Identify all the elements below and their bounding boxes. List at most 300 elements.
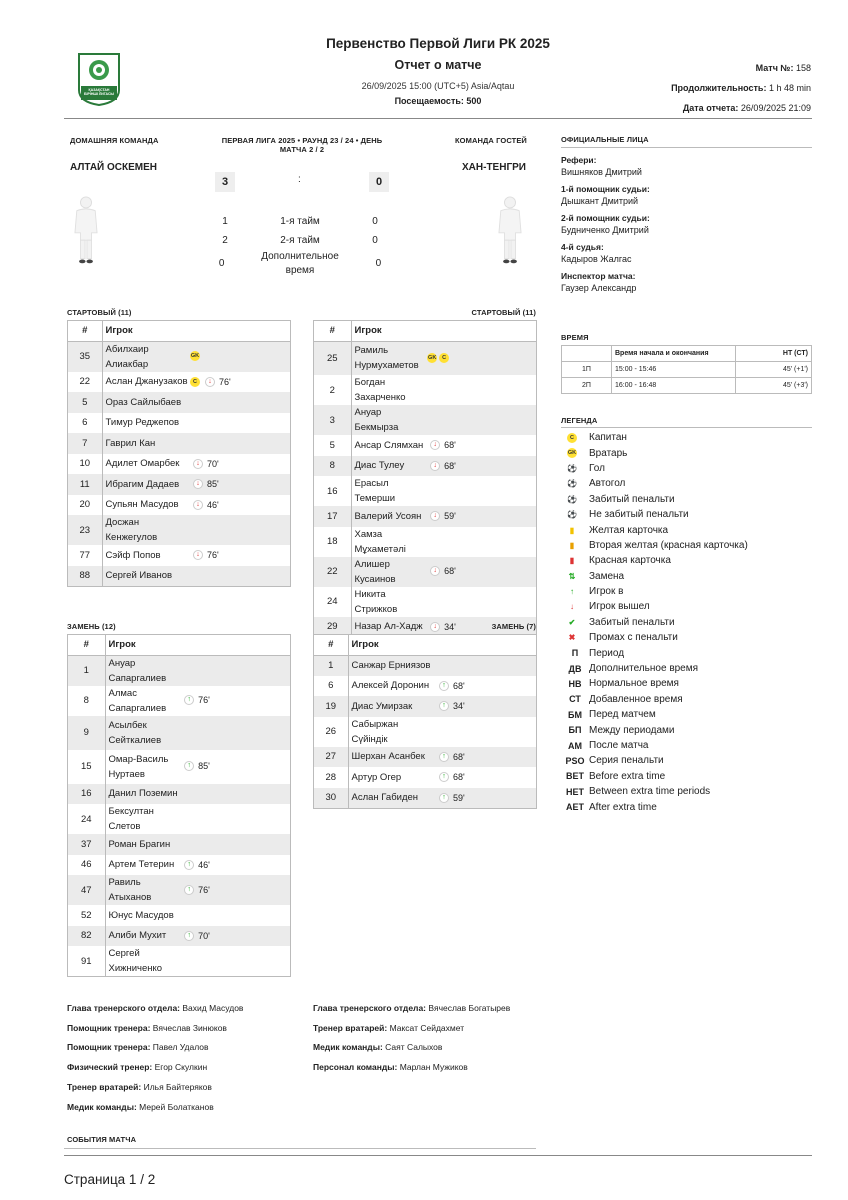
player-icons xyxy=(190,372,290,393)
player-number: 1 xyxy=(314,655,348,676)
player-number: 24 xyxy=(68,804,105,834)
page-number: Страница 1 / 2 xyxy=(64,1172,156,1187)
staff-row xyxy=(313,1038,510,1058)
staff-role: Медик команды: xyxy=(313,1042,383,1053)
legend-label: Период xyxy=(589,647,625,659)
legend-item xyxy=(561,645,812,660)
home-score: 3 xyxy=(215,172,235,192)
player-name: Данил Поземин xyxy=(105,784,181,805)
player-number: 88 xyxy=(68,566,102,587)
sub-minute: 46' xyxy=(207,499,219,510)
home-start-table xyxy=(68,321,290,586)
legend-abbr-icon: АМ xyxy=(568,740,582,751)
staff-role: Глава тренерского отдела: xyxy=(67,1003,181,1013)
away-subs-frame xyxy=(313,634,537,809)
player-icons xyxy=(181,686,290,716)
player-name: Шерхан Асанбек xyxy=(348,747,436,768)
time-title: ВРЕМЯ xyxy=(561,333,589,342)
sub-minute: 68' xyxy=(453,751,465,762)
table-row xyxy=(314,696,536,717)
legend-title: ЛЕГЕНДА xyxy=(561,416,598,425)
staff-row xyxy=(67,1098,243,1118)
legend-label: Серия пенальти xyxy=(589,755,664,767)
period-label: Дополнительное время xyxy=(261,251,339,276)
legend-item xyxy=(561,769,812,784)
player-icons xyxy=(190,433,290,454)
staff-name: Мерей Болатканов xyxy=(139,1101,214,1112)
legend-item xyxy=(561,430,812,445)
player-name: Сабыржан Сүйіндік xyxy=(351,718,399,745)
player-name: Адилет Омарбек xyxy=(105,458,180,470)
staff-name: Илья Байтеряков xyxy=(143,1081,212,1092)
legend-divider xyxy=(561,427,812,428)
legend-item xyxy=(561,461,812,476)
legend-penmiss-icon: ⚽ xyxy=(567,510,577,520)
period-away: 0 xyxy=(375,258,382,269)
player-number: 22 xyxy=(314,557,351,587)
sub-minute: 68' xyxy=(444,440,456,451)
legend-item xyxy=(561,692,812,707)
time-table xyxy=(561,345,812,394)
legend-red-icon: ▮ xyxy=(569,556,575,566)
away-kit-icon xyxy=(496,196,524,266)
legend-abbr-icon: СТ xyxy=(569,694,581,705)
time-period: 1П xyxy=(562,362,612,378)
sub-minute: 34' xyxy=(444,621,456,632)
player-icons xyxy=(181,905,290,926)
legend-pen-icon: ⚽ xyxy=(567,494,577,504)
player-number: 25 xyxy=(314,341,351,375)
table-header xyxy=(68,321,290,341)
legend-label: Добавленное время xyxy=(589,693,683,705)
table-row xyxy=(314,435,536,456)
legend-item xyxy=(561,599,812,614)
player-icons xyxy=(436,767,536,788)
table-row xyxy=(68,566,290,587)
player-number: 77 xyxy=(68,545,102,566)
period-away: 0 xyxy=(372,234,378,246)
player-number: 8 xyxy=(68,686,105,716)
legend-badge: C xyxy=(567,433,577,443)
player-icons xyxy=(181,750,290,784)
player-out-icon: ↓ xyxy=(193,500,203,510)
player-number: 11 xyxy=(68,474,102,495)
report-date-value: 26/09/2025 21:09 xyxy=(740,103,811,113)
player-number: 2 xyxy=(314,375,351,405)
time-row xyxy=(562,362,812,378)
player-out-icon: ↓ xyxy=(430,461,440,471)
player-number: 22 xyxy=(68,372,102,393)
legend-label: После матча xyxy=(589,740,649,751)
legend-abbr-icon: PSO xyxy=(565,755,585,766)
player-name: Валерий Усоян xyxy=(351,506,427,527)
player-icons xyxy=(436,696,536,717)
player-name: Бексултан Слетов xyxy=(108,806,154,832)
away-team-label: КОМАНДА ГОСТЕЙ xyxy=(455,136,527,145)
player-name: Равиль Атыханов xyxy=(105,875,181,905)
legend-abbr-icon: AET xyxy=(566,802,584,813)
legend-label: Дополнительное время xyxy=(589,663,699,675)
time-ht: 45' (+3') xyxy=(736,378,812,394)
player-name: Алмас Сапаргалиев xyxy=(108,687,167,714)
player-name: Сергей Хижниченко xyxy=(108,948,163,974)
legend-item xyxy=(561,630,812,645)
home-staff-list xyxy=(67,999,243,1117)
player-number: 10 xyxy=(68,454,102,475)
staff-name: Максат Сейдахмет xyxy=(389,1022,465,1033)
player-name: Диас Умирзак xyxy=(348,696,436,717)
legend-label: Вторая желтая (красная карточка) xyxy=(589,539,748,551)
table-row xyxy=(314,788,536,809)
player-icons xyxy=(190,545,290,566)
away-team-name: ХАН-ТЕНГРИ xyxy=(462,162,526,173)
table-row xyxy=(68,454,290,475)
player-icons xyxy=(427,587,536,617)
legend-label: Капитан xyxy=(589,432,627,444)
legend-item xyxy=(561,584,812,599)
legend-label: Красная карточка xyxy=(589,555,671,567)
col-num: # xyxy=(314,635,348,655)
time-range: 15:00 - 15:46 xyxy=(612,362,736,378)
legend-abbr-icon: BET xyxy=(566,771,584,782)
player-number: 6 xyxy=(68,413,102,434)
sub-minute: 76' xyxy=(219,376,231,387)
official-name: Кадыров Жалгас xyxy=(561,254,632,264)
player-icons xyxy=(427,375,536,405)
legend-item xyxy=(561,784,812,799)
home-subs-table xyxy=(68,635,290,976)
player-icons xyxy=(436,747,536,768)
staff-role: Помощник тренера: xyxy=(67,1022,151,1033)
player-name: Алексей Доронин xyxy=(351,680,430,692)
match-no-label: Матч №: xyxy=(755,63,794,73)
official-name: Гаузер Александр xyxy=(561,283,637,293)
table-row xyxy=(68,341,290,372)
legend-item xyxy=(561,445,812,460)
player-icons xyxy=(181,926,290,947)
legend-abbr-icon: ДВ xyxy=(568,663,582,674)
time-period: 2П xyxy=(562,378,612,394)
home-kit-icon xyxy=(72,196,100,266)
staff-role: Тренер вратарей: xyxy=(313,1022,388,1033)
report-date-label: Дата отчета: xyxy=(682,103,739,113)
legend-abbr-icon: БП xyxy=(568,725,582,736)
player-icons xyxy=(190,474,290,495)
legend-list xyxy=(561,430,812,815)
staff-name: Саят Салыхов xyxy=(385,1042,443,1053)
player-name: Хамза Мұхаметәлі xyxy=(354,528,406,555)
period-label: 1-я тайм xyxy=(280,215,320,227)
attendance-value: 500 xyxy=(466,96,482,106)
period-label: 2-я тайм xyxy=(280,234,320,246)
official-role: 1-й помощник судьи: xyxy=(561,184,650,194)
table-row xyxy=(68,716,290,750)
player-name: Тимур Реджепов xyxy=(105,417,180,429)
away-subs-table xyxy=(314,635,536,808)
player-icons xyxy=(181,855,290,876)
header-divider xyxy=(64,118,812,119)
player-name: Диас Тулеу xyxy=(351,456,427,477)
legend-item xyxy=(561,492,812,507)
player-icons xyxy=(427,341,536,375)
round-info xyxy=(214,136,390,154)
legend-label: Before extra time xyxy=(589,770,666,782)
sub-minute: 76' xyxy=(207,550,219,561)
player-name: Санжар Ерниязов xyxy=(348,655,436,676)
legend-item xyxy=(561,707,812,722)
player-number: 29 xyxy=(314,617,351,638)
table-header xyxy=(314,635,536,655)
sub-minute: 59' xyxy=(444,511,456,522)
period-away: 0 xyxy=(372,215,378,227)
player-number: 27 xyxy=(314,747,348,768)
home-subs-frame xyxy=(67,634,291,977)
player-number: 1 xyxy=(68,655,105,686)
legend-label: Перед матчем xyxy=(589,709,656,721)
sub-minute: 46' xyxy=(198,859,210,870)
staff-row xyxy=(313,1019,510,1039)
table-row xyxy=(68,834,290,855)
officials-list xyxy=(561,148,812,293)
legend-yellow-icon: ▮ xyxy=(569,525,575,535)
legend-label: Гол xyxy=(589,462,605,474)
player-number: 24 xyxy=(314,587,351,617)
away-start-table xyxy=(314,321,536,637)
table-header xyxy=(68,635,290,655)
home-start-title: СТАРТОВЫЙ (11) xyxy=(67,308,132,317)
score-separator: : xyxy=(298,174,301,185)
player-icons xyxy=(181,875,290,905)
legend-label: Нормальное время xyxy=(589,678,679,690)
player-name: Юнус Масудов xyxy=(108,909,174,921)
goalkeeper-icon: GK xyxy=(428,355,437,362)
legend-label: Забитый пенальти xyxy=(589,493,675,505)
round-line-1: ПЕРВАЯ ЛИГА 2025 • РАУНД 23 / 24 • ДЕНЬ xyxy=(221,136,383,145)
table-row xyxy=(314,341,536,375)
staff-row xyxy=(67,1058,243,1078)
table-row xyxy=(314,717,536,747)
staff-row xyxy=(67,999,243,1019)
player-name: Артем Тетерин xyxy=(108,859,175,871)
legend-item xyxy=(561,507,812,522)
events-divider xyxy=(64,1148,536,1149)
player-icons xyxy=(427,527,536,557)
official-role: 4-й судья: xyxy=(561,242,604,252)
home-team-label: ДОМАШНЯЯ КОМАНДА xyxy=(70,136,159,145)
official-role: Инспектор матча: xyxy=(561,271,636,281)
staff-name: Марлан Мужиков xyxy=(399,1062,468,1073)
away-score: 0 xyxy=(369,172,389,192)
period-row xyxy=(214,212,386,231)
sub-minute: 68' xyxy=(444,566,456,577)
sub-minute: 68' xyxy=(453,772,465,783)
player-name: Алишер Кусаинов xyxy=(351,557,427,587)
player-out-icon: ↓ xyxy=(430,511,440,521)
player-icons xyxy=(181,946,290,976)
table-row xyxy=(314,676,536,697)
player-icons xyxy=(436,788,536,809)
legend-abbr-icon: БМ xyxy=(568,709,582,720)
legend-item xyxy=(561,553,812,568)
player-icons xyxy=(181,784,290,805)
footer-divider xyxy=(64,1155,812,1156)
staff-role: Помощник тренера: xyxy=(67,1042,151,1053)
table-row xyxy=(68,875,290,905)
player-number: 37 xyxy=(68,834,105,855)
sub-minute: 70' xyxy=(198,930,210,941)
staff-role: Глава тренерского отдела: xyxy=(313,1003,427,1013)
legend-item xyxy=(561,569,812,584)
player-in-icon: ↑ xyxy=(439,772,449,782)
col-num: # xyxy=(68,635,105,655)
page-subtitle: Отчет о матче xyxy=(394,58,482,72)
legend-item xyxy=(561,538,812,553)
player-name: Сэйф Попов xyxy=(105,549,161,561)
player-name: Супьян Масудов xyxy=(105,499,179,511)
round-line-2: МАТЧА 2 / 2 xyxy=(279,145,325,154)
player-name: Роман Брагин xyxy=(105,834,181,855)
time-header xyxy=(562,346,812,362)
staff-role: Персонал команды: xyxy=(313,1062,398,1073)
table-row xyxy=(68,750,290,784)
table-row xyxy=(68,855,290,876)
away-start-title: СТАРТОВЫЙ (11) xyxy=(471,308,536,317)
player-number: 8 xyxy=(314,456,351,477)
legend-label: Не забитый пенальти xyxy=(589,509,689,521)
player-icons xyxy=(181,834,290,855)
player-out-icon: ↓ xyxy=(430,440,440,450)
staff-role: Медик команды: xyxy=(67,1101,137,1112)
player-in-icon: ↑ xyxy=(439,681,449,691)
player-number: 6 xyxy=(314,676,348,697)
legend-second-icon: ▮ xyxy=(569,540,575,550)
staff-name: Егор Скулкин xyxy=(154,1062,208,1073)
table-row xyxy=(314,405,536,435)
player-name: Сергей Иванов xyxy=(102,566,190,587)
legend-item xyxy=(561,676,812,691)
sub-minute: 85' xyxy=(198,761,210,772)
player-icons xyxy=(436,676,536,697)
time-col-ht: НТ (СТ) xyxy=(736,346,812,362)
staff-row xyxy=(67,1038,243,1058)
player-number: 5 xyxy=(68,392,102,413)
legend-subst-icon: ⇅ xyxy=(568,571,576,581)
officials-title: ОФИЦИАЛЬНЫЕ ЛИЦА xyxy=(561,135,649,144)
sub-minute: 68' xyxy=(453,680,465,691)
player-in-icon: ↑ xyxy=(184,695,194,705)
staff-name: Вячеслав Зинюков xyxy=(152,1022,227,1033)
table-row xyxy=(314,747,536,768)
away-subs-title: ЗАМЕНЬ (7) xyxy=(491,622,536,631)
player-out-icon: ↓ xyxy=(193,550,203,560)
table-row xyxy=(68,433,290,454)
player-out-icon: ↓ xyxy=(430,566,440,576)
table-row xyxy=(68,474,290,495)
player-in-icon: ↑ xyxy=(184,761,194,771)
staff-row xyxy=(313,1058,510,1078)
player-in-icon: ↑ xyxy=(439,752,449,762)
col-player: Игрок xyxy=(105,635,290,655)
col-num: # xyxy=(68,321,102,341)
player-name: Ануар Сапаргалиев xyxy=(105,655,181,686)
player-icons xyxy=(436,717,536,747)
events-title: СОБЫТИЯ МАТЧА xyxy=(67,1135,137,1144)
period-home: 2 xyxy=(222,234,228,246)
legend-label: Игрок вышел xyxy=(589,601,650,613)
player-in-icon: ↑ xyxy=(184,931,194,941)
official-role: 2-й помощник судьи: xyxy=(561,213,650,223)
staff-name: Вахид Масудов xyxy=(182,1003,244,1013)
player-name: Гаврил Кан xyxy=(102,433,190,454)
official-name: Дышкант Дмитрий xyxy=(561,196,639,206)
table-row xyxy=(314,375,536,405)
match-datetime: 26/09/2025 15:00 (UTC+5) Asia/Aqtau xyxy=(361,81,515,91)
period-scores xyxy=(214,212,386,278)
staff-name: Вячеслав Богатырев xyxy=(428,1003,511,1013)
table-header xyxy=(314,321,536,341)
player-icons xyxy=(190,566,290,587)
legend-label: Between extra time periods xyxy=(589,786,711,798)
player-name: Ибрагим Дадаев xyxy=(102,474,190,495)
player-number: 5 xyxy=(314,435,351,456)
logo-text-1: ҚАЗАҚСТАН xyxy=(88,88,110,92)
captain-icon xyxy=(561,433,583,443)
match-no-value: 158 xyxy=(795,63,811,73)
time-row xyxy=(562,378,812,394)
staff-name: Павел Удалов xyxy=(152,1042,209,1053)
period-home: 1 xyxy=(222,215,228,227)
col-player: Игрок xyxy=(351,321,536,341)
legend-label: Забитый пенальти xyxy=(589,616,675,628)
duration-label: Продолжительность: xyxy=(671,83,767,93)
player-number: 18 xyxy=(314,527,351,557)
table-row xyxy=(68,946,290,976)
legend-label: After extra time xyxy=(589,801,657,813)
player-name: Абилхаир Алиакбар xyxy=(102,341,190,372)
player-in-icon: ↑ xyxy=(184,885,194,895)
goalkeeper-icon: GK xyxy=(190,353,200,360)
legend-label: Вратарь xyxy=(589,447,628,459)
player-out-icon: ↓ xyxy=(193,479,203,489)
player-name: Досжан Кенжегулов xyxy=(102,515,190,545)
legend-item xyxy=(561,722,812,737)
player-icons xyxy=(190,515,290,545)
legend-penok-icon: ✔ xyxy=(568,617,576,627)
player-name: Ануар Бекмырза xyxy=(351,405,427,435)
table-row xyxy=(314,587,536,617)
player-icons xyxy=(190,413,290,434)
player-name: Богдан Захарченко xyxy=(354,377,406,403)
table-row xyxy=(314,506,536,527)
official-role: Рефери: xyxy=(561,155,597,165)
staff-row xyxy=(313,999,510,1019)
player-icons xyxy=(190,495,290,516)
player-name: Назар Ал-Хадж xyxy=(351,617,427,638)
table-row xyxy=(314,655,536,676)
sub-minute: 85' xyxy=(207,479,219,490)
home-team-name: АЛТАЙ ОСКЕМЕН xyxy=(70,162,158,173)
table-row xyxy=(314,456,536,477)
player-icons xyxy=(427,557,536,587)
home-start-frame xyxy=(67,320,291,587)
player-number: 19 xyxy=(314,696,348,717)
player-name: Асылбек Сейткалиев xyxy=(105,716,181,750)
time-col-period xyxy=(562,346,612,362)
legend-abbr-icon: НВ xyxy=(568,678,582,689)
player-number: 7 xyxy=(68,433,102,454)
player-number: 9 xyxy=(68,716,105,750)
legend-item xyxy=(561,661,812,676)
